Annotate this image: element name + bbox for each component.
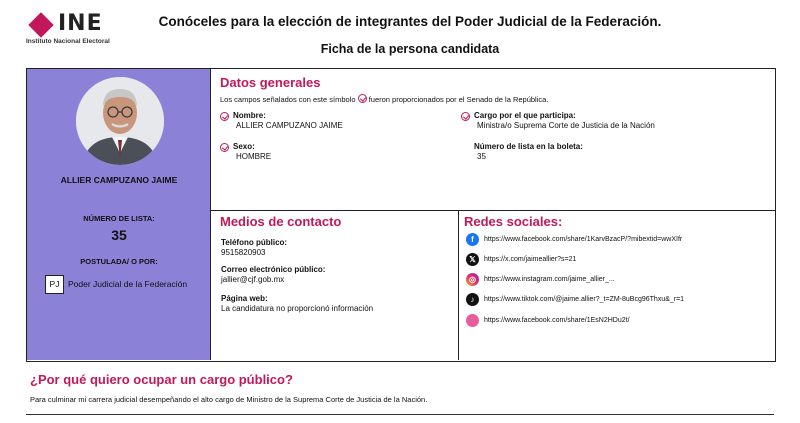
datos-generales-title: Datos generales — [220, 75, 321, 90]
redes-sociales-title: Redes sociales: — [464, 214, 563, 229]
page-header — [0, 0, 800, 66]
telefono-label: Teléfono público: — [221, 238, 288, 247]
correo-label: Correo electrónico público: — [221, 265, 326, 274]
sexo-label: Sexo: — [233, 142, 255, 151]
cargo-label: Cargo por el que participa: — [474, 111, 576, 120]
candidate-card — [26, 68, 776, 362]
social-url[interactable]: https://www.facebook.com/share/1KarvBzacP/?mibextid=wwXIfr — [484, 236, 683, 243]
redes-sociales-section — [459, 211, 775, 360]
pj-badge: PJ — [45, 275, 64, 294]
ine-diamond-icon — [28, 12, 53, 37]
nombre-field — [233, 111, 343, 130]
postulada-label: POSTULADA/ O POR: — [80, 257, 158, 266]
pagina-web-field — [221, 294, 373, 313]
candidate-profile-panel — [27, 69, 211, 360]
cargo-field — [474, 111, 655, 130]
social-url[interactable]: https://www.tiktok.com/@jaime.allier?_t=ZM-8uBcg96Thxu&_r=1 — [484, 296, 685, 303]
medios-contacto-title: Medios de contacto — [220, 214, 342, 229]
cargo-value: Ministra/o Suprema Corte de Justicia de la Nación — [477, 121, 655, 130]
datos-generales-note — [220, 94, 548, 104]
telefono-value[interactable]: 9515820903 — [221, 248, 266, 257]
numero-lista-value: 35 — [477, 152, 486, 161]
page-title: Conóceles para la elección de integrantes del Poder Judicial de la Federación. — [158, 14, 662, 29]
sexo-value: HOMBRE — [236, 152, 272, 161]
candidate-photo-illustration — [76, 77, 164, 165]
x-icon: 𝕏 — [466, 253, 479, 266]
bottom-divider — [26, 414, 774, 415]
lista-number-label: NÚMERO DE LISTA: — [83, 214, 155, 223]
ine-logo-text: INE — [58, 11, 103, 36]
ine-logo — [26, 11, 126, 50]
pagina-web-value: La candidatura no proporcionó información — [221, 304, 374, 313]
instagram-icon: ◎ — [466, 273, 479, 286]
social-url[interactable]: https://x.com/jaimeallier?s=21 — [484, 256, 577, 263]
check-circle-icon — [220, 112, 229, 121]
datos-generales-section — [211, 69, 775, 211]
candidate-photo — [76, 77, 164, 165]
ine-logo-subtext: Instituto Nacional Electoral — [26, 38, 110, 45]
numero-lista-field — [474, 142, 583, 161]
tiktok-icon: ♪ — [466, 293, 479, 306]
check-circle-icon — [461, 112, 470, 121]
page-subtitle: Ficha de la persona candidata — [320, 42, 500, 56]
candidate-name: ALLIER CAMPUZANO JAIME — [60, 175, 178, 185]
social-url[interactable]: https://www.instagram.com/jaime_allier_... — [484, 276, 615, 283]
telefono-field — [221, 238, 287, 257]
check-circle-icon — [358, 94, 367, 103]
nombre-label: Nombre: — [233, 111, 266, 120]
lista-number-value: 35 — [111, 227, 127, 243]
correo-field — [221, 265, 325, 284]
sexo-field — [233, 142, 271, 161]
check-circle-icon — [220, 143, 229, 152]
postulada-value: Poder Judicial de la Federación — [68, 279, 188, 289]
social-url[interactable]: https://www.facebook.com/share/1EsN2HDu2t/ — [484, 317, 630, 324]
pagina-web-label: Página web: — [221, 294, 268, 303]
generic-social-icon — [466, 314, 479, 327]
note-text-after: fueron proporcionados por el Senado de la República. — [368, 95, 549, 104]
numero-lista-label: Número de lista en la boleta: — [474, 142, 583, 151]
correo-value[interactable]: jallier@cjf.gob.mx — [221, 275, 285, 284]
note-text-before: Los campos señalados con este símbolo — [220, 95, 356, 104]
facebook-icon: f — [466, 233, 479, 246]
motivo-title: ¿Por qué quiero ocupar un cargo público? — [30, 372, 293, 387]
nombre-value: ALLIER CAMPUZANO JAIME — [236, 121, 343, 130]
motivo-text: Para culminar mi carrera judicial desempeñando el alto cargo de Ministro de la Suprema Corte de Justicia de la Nación. — [30, 395, 428, 404]
medios-contacto-section — [211, 211, 459, 360]
